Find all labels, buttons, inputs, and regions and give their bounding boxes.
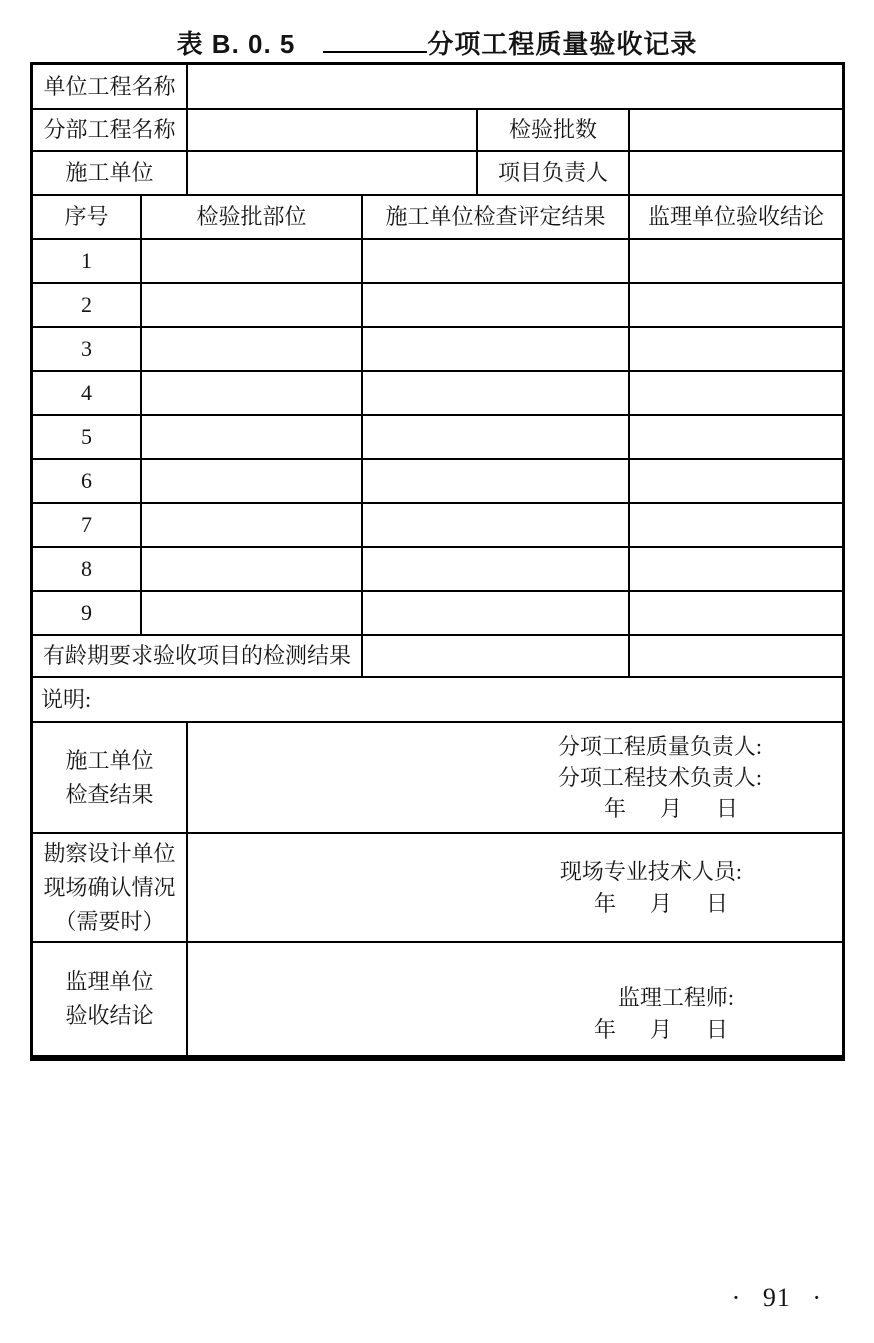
batch-table-header-row (33, 196, 842, 240)
batch-count-value-cell (630, 110, 842, 150)
division-project-row (33, 110, 842, 152)
project-leader-value-cell (630, 152, 842, 194)
batch-conclusion-cell (630, 548, 842, 590)
batch-row-7 (33, 504, 842, 548)
unit-project-row (33, 65, 842, 110)
batch-row-5 (33, 416, 842, 460)
label-line: 现场确认情况 (43, 874, 176, 900)
construction-check-result-row (33, 723, 842, 834)
batch-conclusion-cell (630, 416, 842, 458)
batch-no-cell: 8 (33, 548, 142, 590)
batch-row-8 (33, 548, 842, 592)
batch-location-cell (142, 592, 363, 634)
batch-no-cell: 5 (33, 416, 142, 458)
date-line: 年 月 日 (603, 796, 744, 821)
supervision-conclusion-row (33, 943, 842, 1055)
survey-design-signature-block (188, 834, 842, 941)
unit-project-value-cell (188, 65, 842, 108)
page-number: · 91 · (731, 1283, 822, 1312)
batch-no-cell: 3 (33, 328, 142, 370)
division-project-value-cell (188, 110, 478, 150)
batch-row-1 (33, 240, 842, 284)
form-title-prefix: 表 B. 0. 5 (176, 29, 296, 59)
header-location: 检验批部位 (142, 196, 363, 238)
note-label-text: 说明: (41, 686, 92, 712)
batch-location-cell (142, 460, 363, 502)
batch-location-cell (142, 372, 363, 414)
batch-location-cell (142, 504, 363, 546)
batch-evaluation-cell (363, 460, 630, 502)
batch-location-cell (142, 240, 363, 282)
batch-location-cell (142, 548, 363, 590)
acceptance-record-table (30, 62, 845, 1061)
header-no: 序号 (33, 196, 142, 238)
batch-evaluation-cell (363, 504, 630, 546)
supervision-conclusion-label (33, 943, 188, 1055)
batch-count-label: 检验批数 (478, 110, 630, 150)
batch-no-cell: 9 (33, 592, 142, 634)
survey-design-label (33, 834, 188, 941)
batch-evaluation-cell (363, 328, 630, 370)
quality-leader-signature-line: 分项工程质量负责人: (557, 734, 762, 759)
label-line: （需要时） (54, 908, 165, 934)
survey-design-confirmation-row (33, 834, 842, 943)
batch-evaluation-cell (363, 284, 630, 326)
construction-unit-label: 施工单位 (33, 152, 188, 194)
age-conclusion-cell (630, 636, 842, 676)
batch-no-cell: 1 (33, 240, 142, 282)
note-label (33, 678, 842, 721)
unit-project-label: 单位工程名称 (33, 65, 188, 108)
label-line: 勘察设计单位 (43, 840, 176, 866)
supervision-signature-block (188, 943, 842, 1055)
batch-conclusion-cell (630, 240, 842, 282)
site-technician-signature-line: 现场专业技术人员: (559, 858, 742, 884)
construction-unit-value-cell (188, 152, 478, 194)
fill-in-blank-underline (323, 47, 427, 53)
date-line: 年 月 日 (593, 890, 734, 916)
construction-check-result-label (33, 723, 188, 832)
supervising-engineer-signature-line: 监理工程师: (617, 985, 734, 1010)
age-evaluation-cell (363, 636, 630, 676)
construction-signature-block (188, 723, 842, 832)
batch-no-cell: 6 (33, 460, 142, 502)
header-evaluation: 施工单位检查评定结果 (363, 196, 630, 238)
age-requirement-label: 有龄期要求验收项目的检测结果 (33, 636, 363, 676)
batch-evaluation-cell (363, 240, 630, 282)
label-line: 验收结论 (65, 1003, 154, 1028)
batch-no-cell: 4 (33, 372, 142, 414)
project-leader-label: 项目负责人 (478, 152, 630, 194)
batch-evaluation-cell (363, 416, 630, 458)
batch-location-cell (142, 284, 363, 326)
form-title-suffix: 分项工程质量验收记录 (427, 29, 698, 59)
label-line: 施工单位 (65, 747, 154, 773)
header-conclusion: 监理单位验收结论 (647, 204, 824, 229)
batch-no-cell: 7 (33, 504, 142, 546)
batch-no-cell: 2 (33, 284, 142, 326)
batch-conclusion-cell (630, 460, 842, 502)
batch-row-9 (33, 592, 842, 636)
batch-conclusion-cell (630, 372, 842, 414)
batch-conclusion-cell (630, 328, 842, 370)
form-title (0, 24, 874, 61)
batch-evaluation-cell (363, 548, 630, 590)
note-row (33, 678, 842, 723)
batch-conclusion-cell (630, 592, 842, 634)
batch-conclusion-cell (630, 504, 842, 546)
batch-location-cell (142, 416, 363, 458)
batch-row-6 (33, 460, 842, 504)
batch-row-4 (33, 372, 842, 416)
technical-leader-signature-line: 分项工程技术负责人: (557, 765, 762, 790)
label-line: 监理单位 (65, 969, 154, 994)
age-requirement-row (33, 636, 842, 678)
batch-row-2 (33, 284, 842, 328)
batch-evaluation-cell (363, 372, 630, 414)
date-line: 年 月 日 (593, 1017, 734, 1042)
division-project-label: 分部工程名称 (33, 110, 188, 150)
label-line: 检查结果 (65, 781, 154, 807)
batch-location-cell (142, 328, 363, 370)
batch-conclusion-cell (630, 284, 842, 326)
batch-row-3 (33, 328, 842, 372)
batch-evaluation-cell (363, 592, 630, 634)
construction-unit-row (33, 152, 842, 196)
